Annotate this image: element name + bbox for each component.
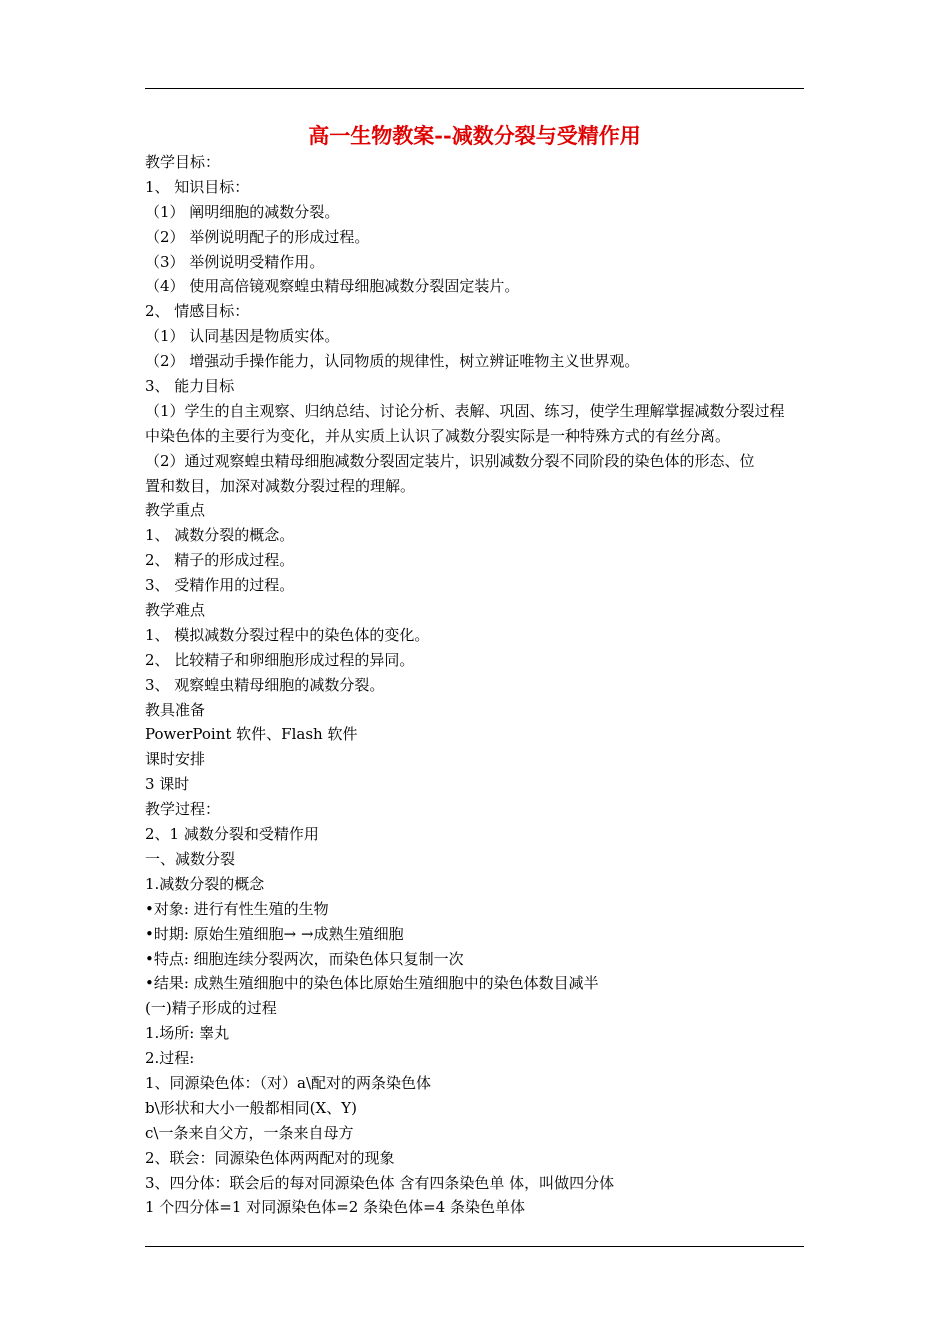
document-body [145,150,809,1220]
text-line: 1、 知识目标： [145,177,250,196]
footer-rule [145,1246,804,1247]
text-line: （3） 举例说明受精作用。 [145,252,325,271]
text-line: 3、 观察蝗虫精母细胞的减数分裂。 [145,675,385,694]
text-line: •时期: 原始生殖细胞→ →成熟生殖细胞 [145,924,404,943]
text-line: 1.场所: 睾丸 [145,1024,230,1043]
text-line: 教学重点 [145,501,206,520]
text-line: 3、四分体：联会后的每对同源染色体 含有四条染色单 体，叫做四分体 [145,1173,615,1192]
text-line: 教学目标： [145,153,221,171]
text-line: 一、减数分裂 [145,849,236,868]
text-line: •特点: 细胞连续分裂两次，而染色体只复制一次 [145,949,464,968]
text-line: 1.减数分裂的概念 [145,874,265,893]
text-line: 中染色体的主要行为变化，并从实质上认识了减数分裂实际是一种特殊方式的有丝分离。 [145,426,731,445]
text-line: 教学过程： [145,800,221,819]
text-line: 置和数目，加深对减数分裂过程的理解。 [145,476,416,495]
text-line: 3、 受精作用的过程。 [145,576,295,595]
text-line: （2） 增强动手操作能力，认同物质的规律性，树立辨证唯物主义世界观。 [145,352,640,371]
text-line: （1） 阐明细胞的减数分裂。 [145,202,340,221]
text-line: 2.过程: [145,1049,195,1068]
text-line: 教学难点 [145,601,206,620]
text-line: 3、 能力目标 [145,377,235,396]
text-line: 1、 减数分裂的概念。 [145,526,295,545]
text-line: (一)精子形成的过程 [145,999,277,1018]
text-line: （2）通过观察蝗虫精母细胞减数分裂固定装片，识别减数分裂不同阶段的染色体的形态、位 [145,451,755,470]
text-line: 2、联会：同源染色体两两配对的现象 [145,1148,395,1167]
text-line: •对象: 进行有性生殖的生物 [145,899,329,918]
text-line: （1） 认同基因是物质实体。 [145,327,340,346]
text-line: 教具准备 [145,700,206,719]
header-rule [145,88,804,89]
text-line: 2、1 减数分裂和受精作用 [145,825,319,844]
text-line: b\形状和大小一般都相同(X、Y) [145,1098,357,1117]
text-line: PowerPoint 软件、Flash 软件 [145,725,358,744]
text-line: 1、同源染色体：（对）a\配对的两条染色体 [145,1073,432,1092]
text-line: （4） 使用高倍镜观察蝗虫精母细胞减数分裂固定装片。 [145,277,520,296]
text-line: 1、 模拟减数分裂过程中的染色体的变化。 [145,625,430,644]
text-line: 2、 比较精子和卵细胞形成过程的异同。 [145,650,415,669]
text-line: 2、 情感目标： [145,302,250,321]
text-line: （2） 举例说明配子的形成过程。 [145,227,370,246]
text-line: 2、 精子的形成过程。 [145,551,295,570]
text-line: 1 个四分体=1 对同源染色体=2 条染色体=4 条染色单体 [145,1198,525,1217]
text-line: （1）学生的自主观察、归纳总结、讨论分析、表解、巩固、练习，使学生理解掌握减数分裂过程 [145,401,785,420]
text-line: •结果: 成熟生殖细胞中的染色体比原始生殖细胞中的染色体数目减半 [145,974,599,993]
text-line: 3 课时 [145,775,190,794]
text-line: 课时安排 [145,750,206,769]
text-line: c\一条来自父方，一条来自母方 [145,1123,354,1142]
document-title: 高一生物教案--减数分裂与受精作用 [308,123,641,148]
